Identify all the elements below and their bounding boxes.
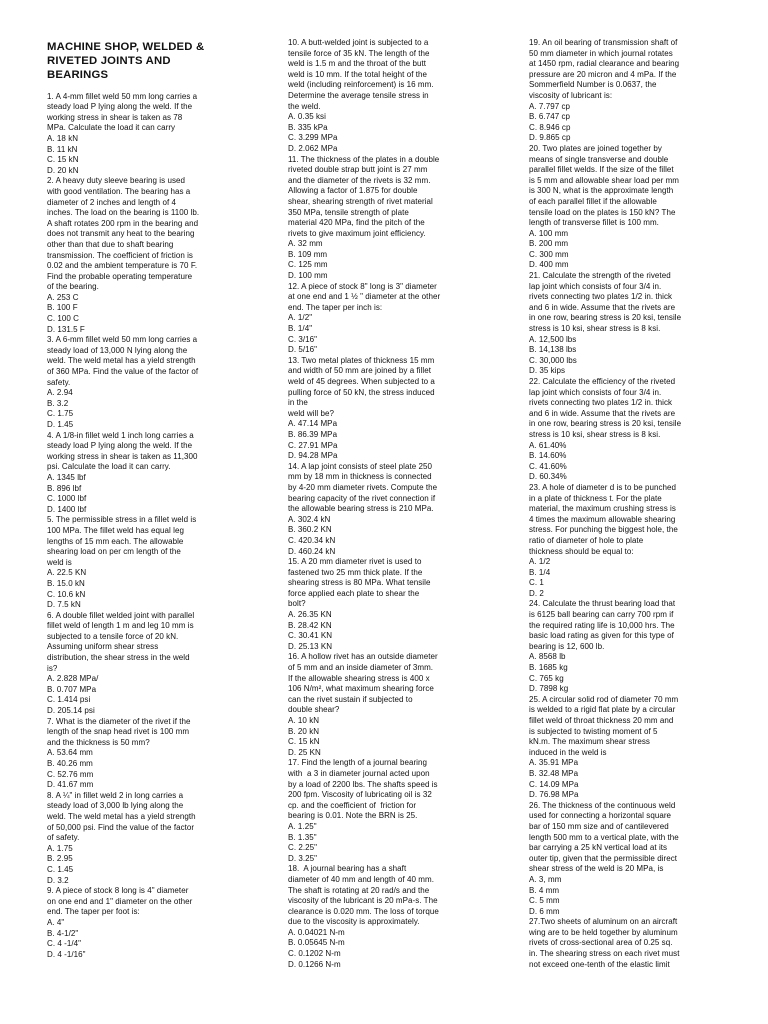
answer-option: C. 15 kN	[47, 155, 79, 165]
answer-option: A. 100 mm	[529, 228, 569, 238]
answer-option: D. 1.45	[47, 420, 74, 430]
column-1	[47, 38, 243, 960]
answer-option: A. 10 kN	[288, 716, 320, 725]
answer-option: C. 5 mm	[529, 896, 560, 906]
question-text-line: Find the probable operating temperature	[47, 271, 193, 281]
question-text-line: can the rivet sustain if subjected to	[288, 694, 413, 704]
question-text-line: other than that due to shaft bearing	[47, 239, 174, 249]
question-text-line: force applied each plate to shear the	[288, 588, 420, 598]
question-text-line: in a plate of thickness t. For the plate	[529, 493, 662, 503]
question-text-line: MPa. Calculate the load it can carry	[47, 123, 176, 133]
question-start-line: 14. A lap joint consists of steel plate 250	[288, 461, 433, 471]
answer-option: A. 253 C	[47, 292, 79, 302]
question-start-line: 10. A butt-welded joint is subjected to a	[288, 38, 429, 47]
question-text-line: bar of 150 mm size and of cantilevered	[529, 821, 669, 831]
answer-option: B. 1685 kg	[529, 663, 568, 673]
answer-option: A. 8568 lb	[529, 652, 566, 662]
answer-option: B. 32.48 MPa	[529, 768, 579, 778]
question-start-line: 24. Calculate the thrust bearing load that	[529, 599, 676, 609]
question-text-line: length of transverse fillet is 100 mm.	[529, 218, 659, 228]
answer-option: B. 6.747 cp	[529, 112, 571, 122]
answer-option: D. 4 -1/16"	[47, 949, 86, 959]
question-text-line: distribution, the shear stress in the weld	[47, 653, 190, 663]
answer-option: A. 0.35 ksi	[288, 112, 326, 122]
question-text-line: of each parallel fillet if the allowable	[529, 196, 657, 206]
answer-option: D. 6 mm	[529, 906, 560, 916]
question-text-line: length 500 mm to a vertical plate, with the	[529, 832, 679, 842]
question-text-line: end. The taper per foot is:	[47, 907, 140, 917]
answer-option: B. 11 kN	[47, 144, 78, 154]
question-start-line: 22. Calculate the efficiency of the riveted	[529, 377, 676, 386]
answer-option: B. 0.707 MPa	[47, 684, 97, 694]
answer-option: B. 4-1/2"	[47, 928, 79, 938]
answer-option: C. 52.76 mm	[47, 769, 94, 779]
question-text-line: steady load of 13,000 N lying along the	[47, 345, 188, 355]
answer-option: B. 20 kN	[288, 726, 320, 736]
column-3-body	[529, 38, 725, 970]
question-start-line: 3. A 6-mm fillet weld 50 mm long carries a	[47, 335, 198, 345]
question-start-line: 4. A 1/8-in fillet weld 1 inch long carries a	[47, 430, 194, 440]
answer-option: D. 3.25"	[288, 853, 318, 863]
question-text-line: bearing is 12, 600 lb.	[529, 641, 605, 651]
question-text-line: wing are to be held together by aluminum	[529, 927, 678, 937]
question-text-line: is 300 N, what is the approximate length	[529, 186, 674, 196]
answer-option: D. 20 kN	[47, 165, 79, 175]
question-text-line: stress is 10 ksi, shear stress is 8 ksi.	[529, 429, 661, 439]
question-start-line: 19. An oil bearing of transmission shaft of	[529, 38, 678, 47]
question-text-line: fastened two 25 mm thick plate. If the	[288, 567, 423, 577]
answer-option: D. 41.67 mm	[47, 780, 94, 790]
answer-option: C. 4 -1/4"	[47, 939, 82, 949]
question-start-line: 17. Find the length of a journal bearing	[288, 758, 427, 768]
answer-option: D. 460.24 kN	[288, 546, 336, 556]
question-text-line: weld. The weld metal has a yield strength	[47, 356, 196, 366]
question-text-line: lengths of 15 mm each. The allowable	[47, 536, 184, 546]
answer-option: A. 1/2	[529, 557, 551, 567]
answer-option: B. 100 F	[47, 303, 78, 313]
answer-option: A. 2.828 MPa/	[47, 674, 99, 684]
answer-option: C. 1	[529, 578, 544, 588]
question-text-line: weld will be?	[288, 408, 335, 418]
question-start-line: 8. A ¼" in fillet weld 2 in long carries a	[47, 790, 184, 800]
question-text-line: in. The shearing stress on each rivet must	[529, 949, 680, 959]
question-text-line: inches. The load on the bearing is 1100 lb.	[47, 208, 200, 218]
answer-option: C. 3/16"	[288, 334, 318, 344]
answer-option: C. 100 C	[47, 314, 79, 324]
answer-option: A. 53.64 mm	[47, 748, 93, 758]
answer-option: A. 1.75	[47, 843, 73, 853]
column-3	[529, 38, 725, 970]
question-text-line: the weld.	[288, 101, 321, 111]
question-text-line: is?	[47, 663, 58, 673]
answer-option: C. 420.34 kN	[288, 535, 336, 545]
question-text-line: material, the maximum crushing stress is	[529, 504, 676, 514]
answer-option: C. 1000 lbf	[47, 494, 87, 504]
answer-option: C. 1.75	[47, 409, 74, 419]
question-text-line: rivets to give maximum joint efficiency.	[288, 228, 426, 238]
question-text-line: of 5 mm and an inside diameter of 3mm.	[288, 663, 434, 673]
question-text-line: pressure are 20 micron and 4 mPa. If the	[529, 69, 677, 79]
question-text-line: The shaft is rotating at 20 rad/s and the	[288, 885, 430, 895]
answer-option: C. 8.946 cp	[529, 122, 571, 132]
answer-option: B. 360.2 KN	[288, 525, 332, 535]
answer-option: A. 22.5 KN	[47, 568, 87, 578]
answer-option: A. 61.40%	[529, 440, 567, 450]
answer-option: B. 14,138 lbs	[529, 345, 577, 355]
question-start-line: 9. A piece of stock 8 long is 4" diameter	[47, 886, 189, 896]
answer-option: B. 200 mm	[529, 239, 569, 249]
answer-option: C. 15 kN	[288, 737, 320, 747]
question-text-line: steady load of 3,000 lb lying along the	[47, 801, 184, 811]
question-text-line: is 5 mm and allowable shear load per mm	[529, 175, 680, 185]
question-text-line: bar carrying a 25 kN vertical load at its	[529, 843, 668, 853]
question-text-line: outer tip, given that the permissible direct	[529, 853, 678, 863]
question-text-line: subjected to a tensile force of 20 kN.	[47, 631, 179, 641]
question-text-line: and the diameter of the rivets is 32 mm.	[288, 175, 431, 185]
column-2	[288, 38, 484, 970]
question-text-line: stress. For punching the biggest hole, the	[529, 525, 678, 535]
question-text-line: viscosity of the lubricant is 20 mPa-s. The	[288, 896, 438, 906]
column-2-body	[288, 38, 484, 970]
answer-option: D. 60.34%	[529, 472, 567, 482]
question-start-line: 1. A 4-mm fillet weld 50 mm long carries a	[47, 91, 198, 101]
question-start-line: 2. A heavy duty sleeve bearing is used	[47, 176, 185, 186]
question-text-line: rivets connecting two plates 1/2 in. thick	[529, 398, 673, 408]
question-text-line: of 360 MPa. Find the value of the factor of	[47, 367, 199, 377]
question-text-line: 4 times the maximum allowable shearing	[529, 514, 676, 524]
answer-option: D. 3.2	[47, 875, 69, 885]
question-text-line: shear, shearing strength of rivet material	[288, 196, 433, 206]
question-text-line: by 4-20 mm diameter rivets. Compute the	[288, 482, 438, 492]
answer-option: A. 2.94	[47, 388, 73, 398]
answer-option: B. 896 lbf	[47, 483, 82, 493]
question-text-line: parallel fillet welds. If the size of the fillet	[529, 165, 674, 175]
page-title	[47, 40, 243, 83]
question-start-line: 23. A hole of diameter d is to be punched	[529, 482, 677, 492]
answer-option: D. 35 kips	[529, 366, 566, 376]
answer-option: B. 1.35"	[288, 832, 317, 842]
answer-option: A. 18 kN	[47, 133, 79, 143]
question-start-line: 18. A journal bearing has a shaft	[288, 864, 407, 874]
question-text-line: lap joint which consists of four 3/4 in.	[529, 387, 662, 397]
question-text-line: cp. and the coefficient of friction for	[288, 800, 417, 810]
answer-option: A. 12,500 lbs	[529, 334, 577, 344]
answer-option: C. 14.09 MPa	[529, 779, 579, 789]
question-text-line: of safety.	[47, 833, 80, 843]
question-text-line: steady load P lying along the weld. If the	[47, 102, 193, 112]
question-text-line: transmission. The coefficient of friction is	[47, 250, 193, 260]
question-text-line: in one row, bearing stress is 20 ksi, tensile	[529, 313, 682, 323]
question-text-line: double shear?	[288, 705, 340, 715]
answer-option: A. 3, mm	[529, 874, 562, 884]
question-text-line: tensile force of 35 kN. The length of the	[288, 48, 430, 58]
question-text-line: used for connecting a horizontal square	[529, 811, 672, 821]
answer-option: B. 86.39 MPa	[288, 429, 338, 439]
question-text-line: the allowable bearing stress is 210 MPa.	[288, 504, 434, 514]
answer-option: C. 1.414 psi	[47, 695, 91, 705]
answer-option: A. 302.4 kN	[288, 514, 331, 524]
question-text-line: safety.	[47, 377, 71, 387]
question-start-line: 6. A double fillet welded joint with parallel	[47, 610, 195, 620]
answer-option: A. 32 mm	[288, 239, 323, 249]
answer-option: D. 0.1266 N-m	[288, 959, 341, 969]
answer-option: D. 76.98 MPa	[529, 790, 579, 800]
answer-option: A. 1345 lbf	[47, 472, 86, 482]
question-text-line: means of single transverse and double	[529, 154, 669, 164]
question-text-line: working stress in shear is taken as 11,300	[47, 451, 198, 461]
question-start-line: 0.02 and the ambient temperature is 70 F.	[47, 261, 198, 271]
question-text-line: is 6125 ball bearing can carry 700 rpm if	[529, 610, 674, 620]
question-start-line: 11. The thickness of the plates in a double	[288, 154, 440, 164]
answer-option: B. 14.60%	[529, 451, 567, 461]
question-text-line: length of the snap head rivet is 100 mm	[47, 727, 190, 737]
question-text-line: weld is 10 mm. If the total height of the	[288, 69, 428, 79]
answer-option: A. 26.35 KN	[288, 610, 332, 620]
question-text-line: lap joint which consists of four 3/4 in.	[529, 281, 662, 291]
question-text-line: basic load rating as given for this type of	[529, 631, 674, 641]
answer-option: B. 109 mm	[288, 249, 328, 259]
question-start-line: 16. A hollow rivet has an outside diameter	[288, 652, 438, 662]
answer-option: C. 1.45	[47, 864, 74, 874]
question-text-line: thickness should be equal to:	[529, 546, 634, 556]
answer-option: B. 28.42 KN	[288, 620, 332, 630]
answer-option: B. 0.05645 N-m	[288, 938, 345, 948]
answer-option: A. 1/2"	[288, 313, 313, 323]
title-line: MACHINE SHOP, WELDED &	[47, 41, 205, 53]
answer-option: D. 205.14 psi	[47, 706, 95, 716]
question-text-line: does not transmit any heat to the bearing	[47, 229, 195, 239]
question-text-line: clearance is 0.020 mm. The loss of torque	[288, 906, 439, 916]
question-text-line: Allowing a factor of 1.875 for double	[288, 186, 418, 196]
answer-option: D. 25 KN	[288, 747, 321, 757]
question-text-line: weld is 1.5 m and the throat of the butt	[288, 59, 427, 69]
question-text-line: rivets connecting two plates 1/2 in. thick	[529, 292, 673, 302]
question-start-line: 13. Two metal plates of thickness 15 mm	[288, 355, 435, 365]
answer-option: D. 2.062 MPa	[288, 143, 338, 153]
question-text-line: diameter of 40 mm and length of 40 mm.	[288, 874, 434, 884]
answer-option: C. 2.25"	[288, 843, 318, 853]
answer-option: D. 7898 kg	[529, 684, 569, 694]
question-text-line: 106 N/m², what maximum shearing force	[288, 684, 434, 694]
answer-option: C. 27.91 MPa	[288, 440, 338, 450]
answer-option: A. 0.04021 N-m	[288, 927, 345, 937]
question-text-line: shearing load on per cm length of the	[47, 547, 181, 557]
question-text-line: steady load P lying along the weld. If the	[47, 441, 193, 451]
question-start-line: 15. A 20 mm diameter rivet is used to	[288, 557, 422, 567]
answer-option: B. 40.26 mm	[47, 759, 93, 769]
answer-option: C. 10.6 kN	[47, 589, 86, 599]
question-text-line: with good ventilation. The bearing has a	[47, 186, 191, 196]
question-text-line: riveted double strap butt joint is 27 mm	[288, 165, 428, 175]
answer-option: B. 4 mm	[529, 885, 560, 895]
question-start-line: 26. The thickness of the continuous weld	[529, 800, 676, 810]
question-text-line: in one row, bearing stress is 20 ksi, tensile	[529, 419, 682, 429]
answer-option: C. 41.60%	[529, 461, 567, 471]
question-text-line: due to the viscosity is approximately.	[288, 917, 420, 927]
question-start-line: 27.Two sheets of aluminum on an aircraft	[529, 917, 678, 927]
answer-option: A. 47.14 MPa	[288, 419, 338, 429]
answer-option: A. 1.25"	[288, 821, 317, 831]
question-text-line: not exceed one-tenth of the elastic limit	[529, 959, 670, 969]
question-start-line: 25. A circular solid rod of diameter 70 mm	[529, 694, 679, 704]
answer-option: A. 7.797 cp	[529, 101, 571, 111]
question-text-line: induced in the weld is	[529, 747, 607, 757]
answer-option: D. 25.13 KN	[288, 641, 333, 651]
answer-option: C. 300 mm	[529, 249, 569, 259]
answer-option: C. 765 kg	[529, 673, 564, 683]
question-text-line: at one end and 1 ½ " diameter at the other	[288, 292, 441, 302]
question-text-line: fillet weld of throat thickness 20 mm and	[529, 716, 674, 725]
question-text-line: ratio of diameter of hole to plate	[529, 535, 644, 545]
question-text-line: and width of 50 mm are joined by a fillet	[288, 366, 432, 376]
question-text-line: weld (including reinforcement) is 16 mm.	[288, 80, 434, 90]
question-text-line: working stress in shear is taken as 78	[47, 112, 183, 122]
question-text-line: If the allowable shearing stress is 400 x	[288, 673, 430, 683]
question-text-line: mm by 18 mm in thickness is connected	[288, 472, 432, 482]
question-text-line: 200 fpm. Viscosity of lubricating oil is 32	[288, 790, 432, 800]
question-text-line: weld of 45 degrees. When subjected to a	[288, 377, 435, 386]
title-line: BEARINGS	[47, 69, 109, 82]
question-text-line: 350 MPa, tensile strength of plate	[288, 207, 409, 217]
question-text-line: the required rating life is 10,000 hrs. The	[529, 620, 675, 630]
question-text-line: of the bearing.	[47, 282, 99, 292]
answer-option: C. 30,000 lbs	[529, 355, 577, 365]
answer-option: C. 3.299 MPa	[288, 133, 338, 143]
answer-option: B. 1/4	[529, 567, 551, 577]
question-text-line: bearing is 0.01. Note the BRN is 25.	[288, 811, 418, 821]
question-text-line: fillet weld of length 1 m and leg 10 mm is	[47, 621, 194, 631]
question-text-line: Assuming uniform shear stress	[47, 642, 159, 652]
answer-option: D. 2	[529, 588, 544, 598]
question-text-line: on one end and 1" diameter on the other	[47, 896, 193, 906]
question-text-line: at 1450 rpm, radial clearance and bearing	[529, 59, 680, 69]
answer-option: D. 400 mm	[529, 260, 569, 270]
question-start-line: 20. Two plates are joined together by	[529, 143, 662, 153]
answer-option: A. 4"	[47, 917, 65, 927]
question-text-line: Sommerfield Number is 0.0637, the	[529, 80, 657, 90]
question-text-line: kN.m. The maximum shear stress	[529, 737, 650, 747]
question-text-line: diameter of 2 inches and length of 4	[47, 197, 176, 207]
question-text-line: pulling force of 50 kN, the stress induced	[288, 387, 435, 397]
question-text-line: with a 3 in diameter journal acted upon	[288, 768, 430, 778]
question-text-line: bolt?	[288, 599, 306, 609]
question-text-line: psi. Calculate the load it can carry.	[47, 462, 171, 472]
question-text-line: by a load of 2200 lbs. The shafts speed is	[288, 779, 438, 789]
question-text-line: material 420 MPa, find the pitch of the	[288, 218, 425, 228]
answer-option: C. 30.41 KN	[288, 631, 333, 641]
title-line: RIVETED JOINTS AND	[47, 55, 171, 68]
question-text-line: 50 mm diameter in which journal rotates	[529, 48, 673, 58]
answer-option: D. 94.28 MPa	[288, 451, 338, 461]
question-text-line: tensile load on the plates is 150 kN? The	[529, 207, 676, 217]
question-text-line: shearing stress is 80 MPa. What tensile	[288, 578, 431, 588]
column-1-body	[47, 92, 243, 961]
answer-option: C. 125 mm	[288, 260, 328, 270]
answer-option: D. 1400 lbf	[47, 504, 87, 514]
question-text-line: weld. The weld metal has a yield strength	[47, 811, 196, 821]
answer-option: D. 131.5 F	[47, 324, 85, 334]
question-text-line: A shaft rotates 200 rpm in the bearing and	[47, 218, 199, 228]
answer-option: B. 3.2	[47, 398, 69, 408]
question-text-line: 100 MPa. The fillet weld has equal leg	[47, 525, 184, 535]
question-start-line: 12. A piece of stock 8" long is 3" diameter	[288, 281, 437, 291]
question-text-line: and the thickness is 50 mm?	[47, 737, 150, 747]
question-text-line: is welded to a rigid flat plate by a circular	[529, 705, 676, 715]
question-text-line: of 50,000 psi. Find the value of the factor	[47, 822, 195, 832]
question-text-line: and 6 in wide. Assume that the rivets are	[529, 408, 676, 418]
answer-option: B. 335 kPa	[288, 122, 328, 132]
question-text-line: weld is	[47, 557, 72, 567]
answer-option: D. 5/16"	[288, 345, 318, 355]
answer-option: D. 9.865 cp	[529, 133, 571, 143]
question-text-line: rivets of cross-sectional area of 0.25 sq.	[529, 938, 673, 948]
answer-option: B. 1/4"	[288, 324, 313, 334]
answer-option: A. 35.91 MPa	[529, 758, 579, 768]
question-start-line: 5. The permissible stress in a fillet weld is	[47, 515, 197, 525]
answer-option: C. 0.1202 N-m	[288, 949, 341, 959]
answer-option: B. 2.95	[47, 854, 73, 864]
question-text-line: stress is 10 ksi, shear stress is 8 ksi.	[529, 324, 661, 334]
question-text-line: shear stress of the weld is 20 MPa, is	[529, 864, 664, 874]
question-text-line: Determine the average tensile stress in	[288, 90, 429, 100]
question-text-line: and 6 in wide. Assume that the rivets are	[529, 302, 676, 312]
question-start-line: 21. Calculate the strength of the riveted	[529, 271, 671, 281]
question-text-line: viscosity of lubricant is:	[529, 90, 613, 100]
answer-option: D. 7.5 kN	[47, 600, 81, 610]
answer-option: D. 100 mm	[288, 271, 328, 281]
question-text-line: in the	[288, 398, 308, 408]
question-text-line: end. The taper per inch is:	[288, 302, 383, 312]
question-text-line: bearing capacity of the rivet connection if	[288, 493, 436, 503]
answer-option: B. 15.0 kN	[47, 578, 85, 588]
question-start-line: 7. What is the diameter of the rivet if the	[47, 716, 191, 726]
question-text-line: is subjected to twisting moment of 5	[529, 726, 658, 736]
